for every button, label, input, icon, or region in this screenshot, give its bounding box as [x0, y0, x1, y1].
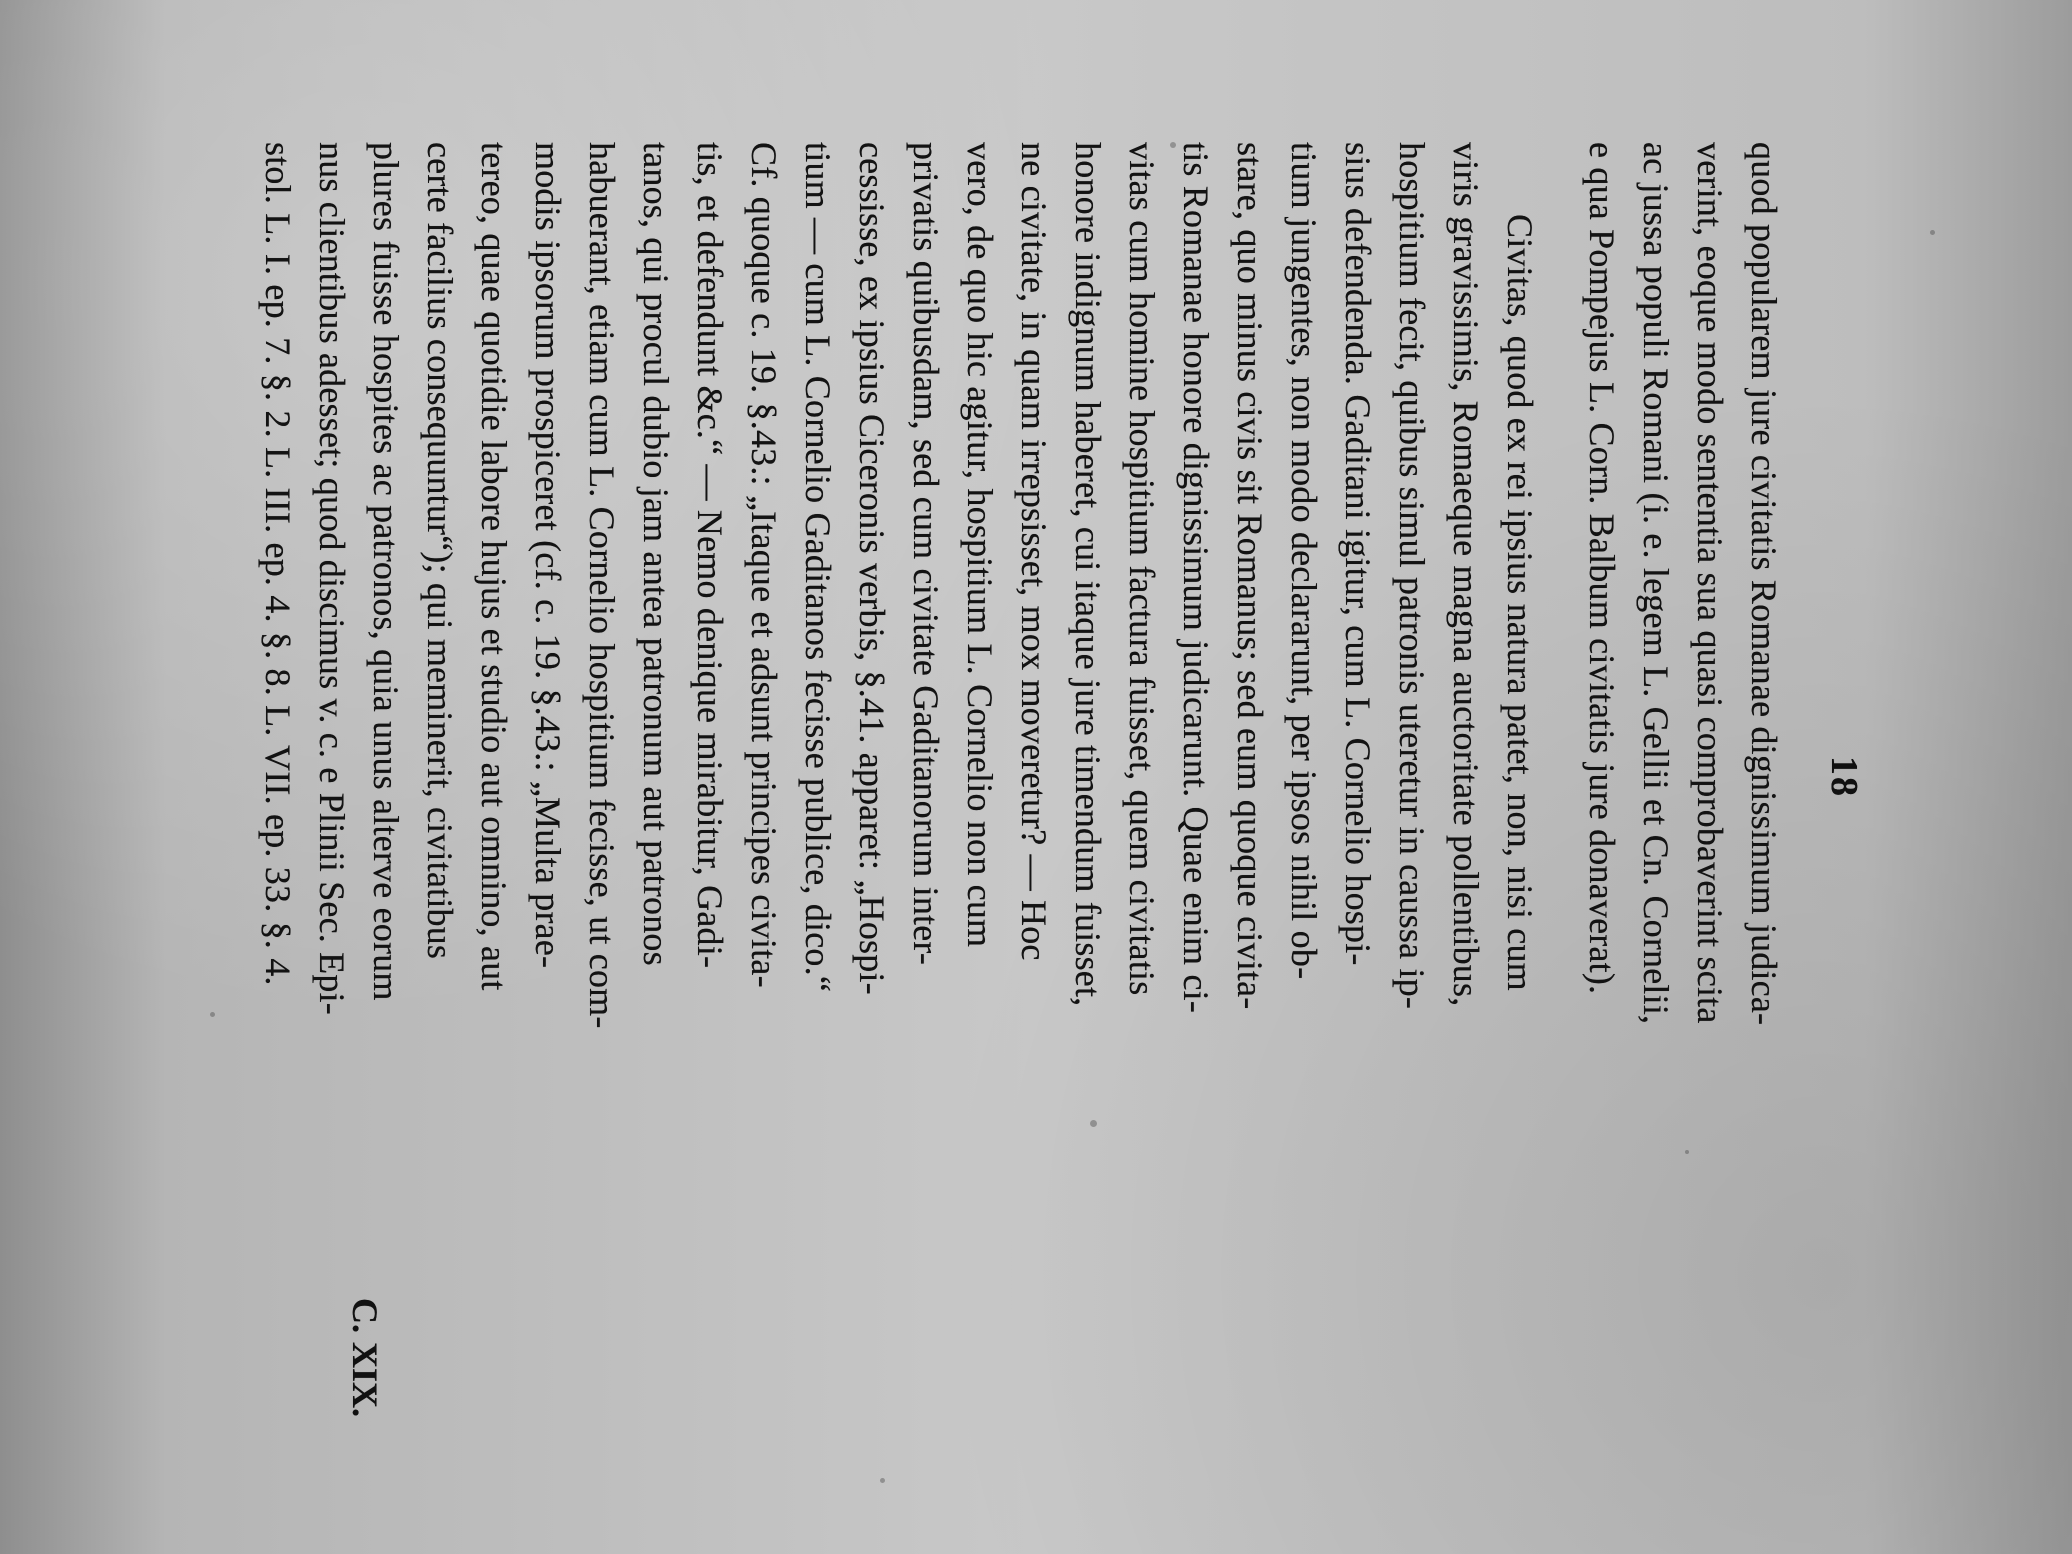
latin-text-block: [251, 142, 1791, 1352]
text-line: viris gravissimis, Romaeque magna auctoritate pollentibus,: [1446, 142, 1486, 1007]
text-line: stare, quo minus civis sit Romanus; sed eum quoque civita-: [1230, 142, 1270, 1010]
text-line: quod popularem jure civitatis Romanae dignissimum judica-: [1744, 142, 1784, 1026]
text-line: tis Romanae honore dignissimum judicarunt. Quae enim ci-: [1176, 142, 1216, 1014]
text-line: tium — cum L. Cornelio Gaditanos fecisse publice, dico.“: [798, 142, 838, 992]
text-line: verint, eoque modo sententia sua quasi comprobaverint scita: [1690, 142, 1730, 1024]
text-line: e qua Pompejus L. Corn. Balbum civitatis jure donaverat).: [1582, 142, 1622, 995]
text-line: tium jungentes, non modo declararunt, per ipsos nihil ob-: [1284, 142, 1324, 980]
text-line: honore indignum haberet, cui itaque jure timendum fuisset,: [1068, 142, 1108, 1007]
text-line: tanos, qui procul dubio jam antea patronum aut patronos: [636, 142, 676, 966]
catchword: C. XIX.: [345, 1297, 385, 1417]
text-line: sius defendenda. Gaditani igitur, cum L. Cornelio hospi-: [1338, 142, 1378, 966]
text-line: tis, et defendunt &c.“ — Nemo denique mirabitur, Gadi-: [690, 142, 730, 969]
text-line: modis ipsorum prospiceret (cf. c. 19. §.43.: „Multa prae-: [528, 142, 568, 969]
text-line: plures fuisse hospites ac patronos, quia unus alterve eorum: [366, 142, 406, 1001]
text-line: habuerant, etiam cum L. Cornelio hospitium fecisse, ut com-: [582, 142, 622, 1029]
text-line: vitas cum homine hospitium factura fuisset, quem civitatis: [1122, 142, 1162, 996]
text-line: Cf. quoque c. 19. §.43.: „Itaque et adsunt principes civita-: [744, 142, 784, 988]
text-line: ne civitate, in quam irrepsisset, mox moveretur? — Hoc: [1014, 142, 1054, 961]
text-line: cessisse, ex ipsius Ciceronis verbis, §.41. apparet: „Hospi-: [852, 142, 892, 995]
text-line: stol. L. I. ep. 7. §. 2. L. III. ep. 4. §. 8. L. VII. ep. 33. §. 4.: [258, 142, 298, 986]
text-line: privatis quibusdam, sed cum civitate Gaditanorum inter-: [906, 142, 946, 966]
text-line: certe facilius consequuntur“); qui meminerit, civitatibus: [420, 142, 460, 960]
text-line: tereo, quae quotidie labore hujus et studio aut omnino, aut: [474, 142, 514, 991]
paragraph-gap: [1547, 142, 1575, 1352]
text-line: hospitium fecit, quibus simul patronis uteretur in caussa ip-: [1392, 142, 1432, 1010]
page-number: 18: [1823, 756, 1865, 798]
text-line: vero, de quo hic agitur, hospitium L. Cornelio non cum: [960, 142, 1000, 948]
text-line: Civitas, quod ex rei ipsius natura patet, non, nisi cum: [1500, 214, 1540, 991]
text-line: nus clientibus adesset; quod discimus v. c. e Plinii Sec. Epi-: [312, 142, 352, 1015]
text-line: ac jussa populi Romani (i. e. legem L. Gellii et Cn. Cornelii,: [1636, 142, 1676, 1025]
rotated-book-page: [56, 27, 2016, 1527]
